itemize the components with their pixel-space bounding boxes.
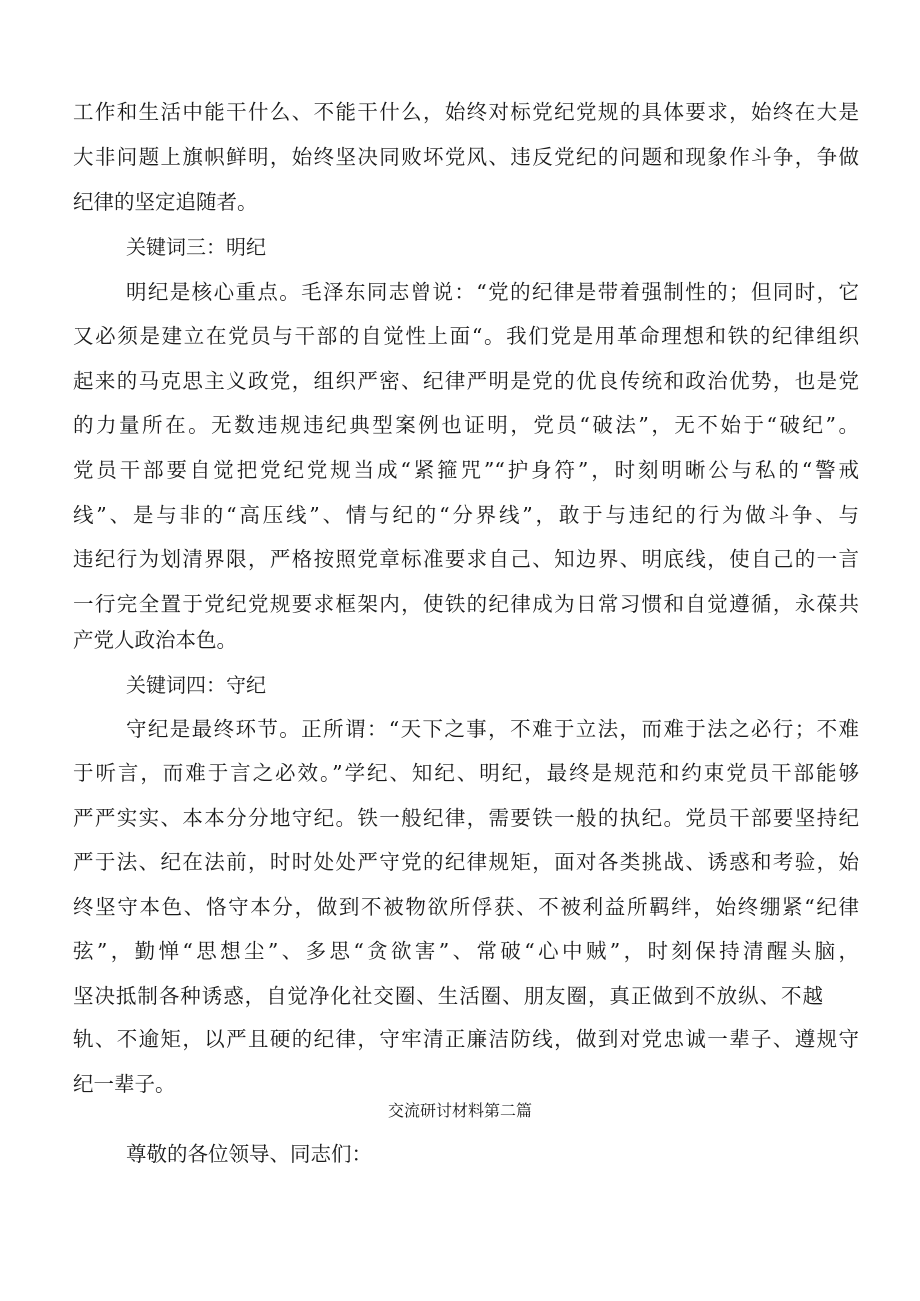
paragraph-line: 守纪是最终环节。正所谓：“天下之事，不难于立法，而难于法之必行；不难 — [126, 717, 859, 741]
paragraph-line: 纪律的坚定追随者。 — [73, 190, 258, 214]
paragraph-line: 的力量所在。无数违规违纪典型案例也证明，党员“破法”，无不始于“破纪”。 — [73, 413, 859, 437]
paragraph-line: 轨、不逾矩，以严且硬的纪律，守牢清正廉洁防线，做到对党忠诚一辈子、遵规守 — [73, 1027, 859, 1051]
paragraph-line: 严严实实、本本分分地守纪。铁一般纪律，需要铁一般的执纪。党员干部要坚持纪 — [73, 806, 859, 830]
section-heading-4: 关键词四：守纪 — [126, 673, 266, 697]
paragraph-line: 党员干部要自觉把党纪党规当成“紧箍咒”“护身符”，时刻明晰公与私的“警戒 — [73, 458, 859, 482]
paragraph-line: 弦”，勤惮“思想尘”、多思“贪欲害”、常破“心中贼”，时刻保持清醒头脑， — [73, 939, 859, 963]
paragraph-line: 终坚守本色、恪守本分，做到不被物欲所俘获、不被利益所羁绊，始终绷紧“纪律 — [73, 895, 859, 919]
paragraph-line: 坚决抵制各种诱惑，自觉净化社交圈、生活圈、朋友圈，真正做到不放纵、不越 — [73, 984, 823, 1008]
salutation: 尊敬的各位领导、同志们： — [126, 1142, 372, 1166]
paragraph-line: 严于法、纪在法前，时时处处严守党的纪律规矩，面对各类挑战、诱惑和考验，始 — [73, 850, 859, 874]
paragraph-line: 大非问题上旗帜鲜明，始终坚决同败坏党风、违反党纪的问题和现象作斗争，争做 — [73, 145, 859, 169]
section-title: 交流研讨材料第二篇 — [387, 1101, 532, 1120]
section-heading-3: 关键词三：明纪 — [126, 235, 266, 259]
paragraph-line: 又必须是建立在党员与干部的自觉性上面“。我们党是用革命理想和铁的纪律组织 — [73, 324, 859, 348]
paragraph-line: 纪一辈子。 — [73, 1072, 176, 1096]
paragraph-line: 线”、是与非的“高压线”、情与纪的“分界线”，敢于与违纪的行为做斗争、与 — [73, 503, 859, 527]
paragraph-line: 产党人政治本色。 — [73, 628, 237, 652]
paragraph-line: 明纪是核心重点。毛泽东同志曾说：“党的纪律是带着强制性的；但同时，它 — [126, 280, 859, 304]
paragraph-line: 违纪行为划清界限，严格按照党章标准要求自己、知边界、明底线，使自己的一言 — [73, 547, 859, 571]
paragraph-line: 起来的马克思主义政党，组织严密、纪律严明是党的优良传统和政治优势，也是党 — [73, 369, 859, 393]
paragraph-line: 于听言，而难于言之必效。”学纪、知纪、明纪，最终是规范和约束党员干部能够 — [73, 761, 859, 785]
paragraph-line: 一行完全置于党纪党规要求框架内，使铁的纪律成为日常习惯和自觉遵循，永葆共 — [73, 592, 859, 616]
paragraph-line: 工作和生活中能干什么、不能干什么，始终对标党纪党规的具体要求，始终在大是 — [73, 100, 859, 124]
